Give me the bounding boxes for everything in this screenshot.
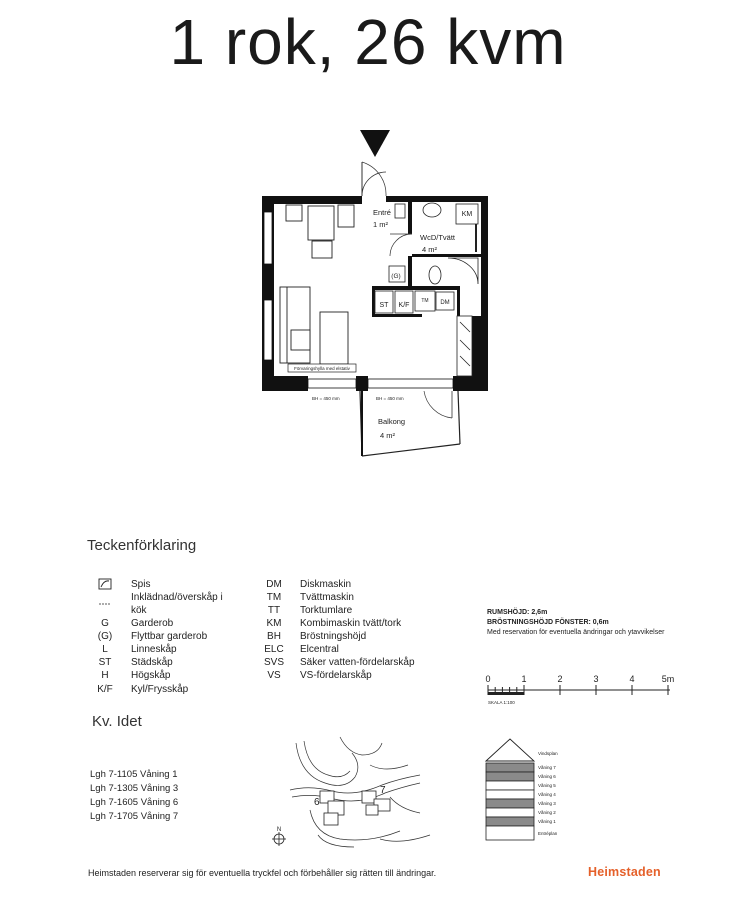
scale-tick: 2	[557, 674, 563, 684]
legend-code: L	[102, 644, 108, 655]
legend-label: Spis	[131, 579, 151, 590]
room-balcony-area: 4 m²	[380, 431, 395, 440]
legend-label: VS-fördelarskåp	[300, 670, 372, 681]
floor-label: Vindsplan	[538, 751, 558, 756]
bh-note-left: BH = 450 mm	[312, 396, 340, 401]
reservation-note: Med reservation för eventuella ändringar och ytavvikelser	[487, 629, 665, 636]
legend-label: Garderob	[131, 618, 174, 629]
floor-label: Våning 6	[538, 774, 556, 779]
legend-code: DM	[266, 579, 282, 590]
room-wc-area: 4 m²	[422, 245, 437, 254]
floor-label: Våning 1	[538, 819, 556, 824]
shelf-note: Förvaringshylla med elstativ	[294, 366, 350, 371]
legend-label: Tvättmaskin	[300, 592, 354, 603]
scale-bar	[480, 670, 680, 710]
cabinet-icon	[87, 597, 123, 610]
legend-label: Torktumlare	[300, 605, 353, 616]
room-entre-name: Entré	[373, 208, 391, 217]
legend-code: K/F	[97, 684, 113, 695]
scale-tick: 1	[521, 674, 527, 684]
scale-tick: 3	[593, 674, 599, 684]
legend-label: Säker vatten-fördelarskåp	[300, 657, 415, 668]
scale-label: SKALA 1:100	[488, 700, 515, 705]
legend-heading: Teckenförklaring	[87, 537, 197, 554]
legend-label: Kombimaskin tvätt/tork	[300, 618, 402, 629]
site-map	[270, 735, 440, 855]
fixture-kf: K/F	[398, 302, 410, 309]
room-balcony-name: Balkong	[378, 417, 406, 426]
scale-tick: 5m	[661, 674, 675, 684]
floor-label: Våning 3	[538, 801, 556, 806]
fixture-st: ST	[379, 302, 389, 309]
kv-apartment: Lgh 7-1305 Våning 3	[90, 783, 179, 794]
legend-code: TT	[267, 605, 281, 616]
building-7-label: 7	[380, 785, 386, 796]
kv-apartment: Lgh 7-1105 Våning 1	[90, 769, 178, 780]
floor-label: Entréplan	[538, 831, 558, 836]
north-icon	[272, 832, 286, 846]
legend-label: Högskåp	[131, 670, 171, 681]
kv-apartment: Lgh 7-1705 Våning 7	[90, 811, 179, 822]
brand-logo: Heimstaden	[588, 865, 661, 879]
legend-code: TM	[266, 592, 282, 603]
room-entre-area: 1 m²	[373, 220, 388, 229]
room-wc-name: WcD/Tvätt	[420, 233, 455, 242]
scale-tick: 0	[485, 674, 491, 684]
stove-icon	[87, 578, 123, 594]
legend-label: Bröstningshöjd	[300, 631, 367, 642]
entrance-arrow-icon	[360, 130, 390, 157]
legend-label: Inklädnad/överskåp i	[131, 592, 223, 603]
kv-heading: Kv. Idet	[92, 713, 142, 730]
floor-label: Våning 4	[538, 792, 556, 797]
legend-label: Städskåp	[131, 657, 173, 668]
legend-label: kök	[131, 605, 147, 616]
legend-code: H	[101, 670, 109, 681]
fixture-dm: DM	[440, 300, 450, 306]
scale-tick: 4	[629, 674, 635, 684]
legend-code: BH	[267, 631, 281, 642]
legend-code: VS	[267, 670, 281, 681]
kv-apartment: Lgh 7-1605 Våning 6	[90, 797, 179, 808]
footer-disclaimer: Heimstaden reserverar sig för eventuella tryckfel och förbehåller sig rätten till ändringar.	[88, 868, 437, 878]
legend-code: (G)	[97, 631, 113, 642]
ceiling-height: RUMSHÖJD: 2,6m	[487, 609, 548, 616]
legend-label: Kyl/Frysskåp	[131, 684, 189, 695]
legend-code: G	[101, 618, 109, 629]
legend-label: Diskmaskin	[300, 579, 352, 590]
fixture-km: KM	[461, 211, 473, 218]
fixture-tm: TM	[421, 298, 429, 304]
window-height: BRÖSTNINGSHÖJD FÖNSTER: 0,6m	[487, 619, 609, 626]
bh-note-right: BH = 450 mm	[376, 396, 404, 401]
floor-label: Våning 5	[538, 783, 556, 788]
legend-code: ST	[98, 657, 112, 668]
north-label: N	[276, 827, 282, 833]
legend-code: KM	[266, 618, 282, 629]
legend-label: Linneskåp	[131, 644, 177, 655]
floor-label: Våning 7	[538, 765, 556, 770]
fixture-g: (G)	[391, 273, 401, 280]
floor-diagram	[480, 735, 590, 855]
legend-code: SVS	[263, 657, 284, 668]
page-title: 1 rok, 26 kvm	[169, 6, 567, 78]
legend-code: ELC	[264, 644, 284, 655]
building-6-label: 6	[314, 797, 320, 808]
legend-label: Flyttbar garderob	[131, 631, 208, 642]
floor-label: Våning 2	[538, 810, 556, 815]
legend-label: Elcentral	[300, 644, 339, 655]
